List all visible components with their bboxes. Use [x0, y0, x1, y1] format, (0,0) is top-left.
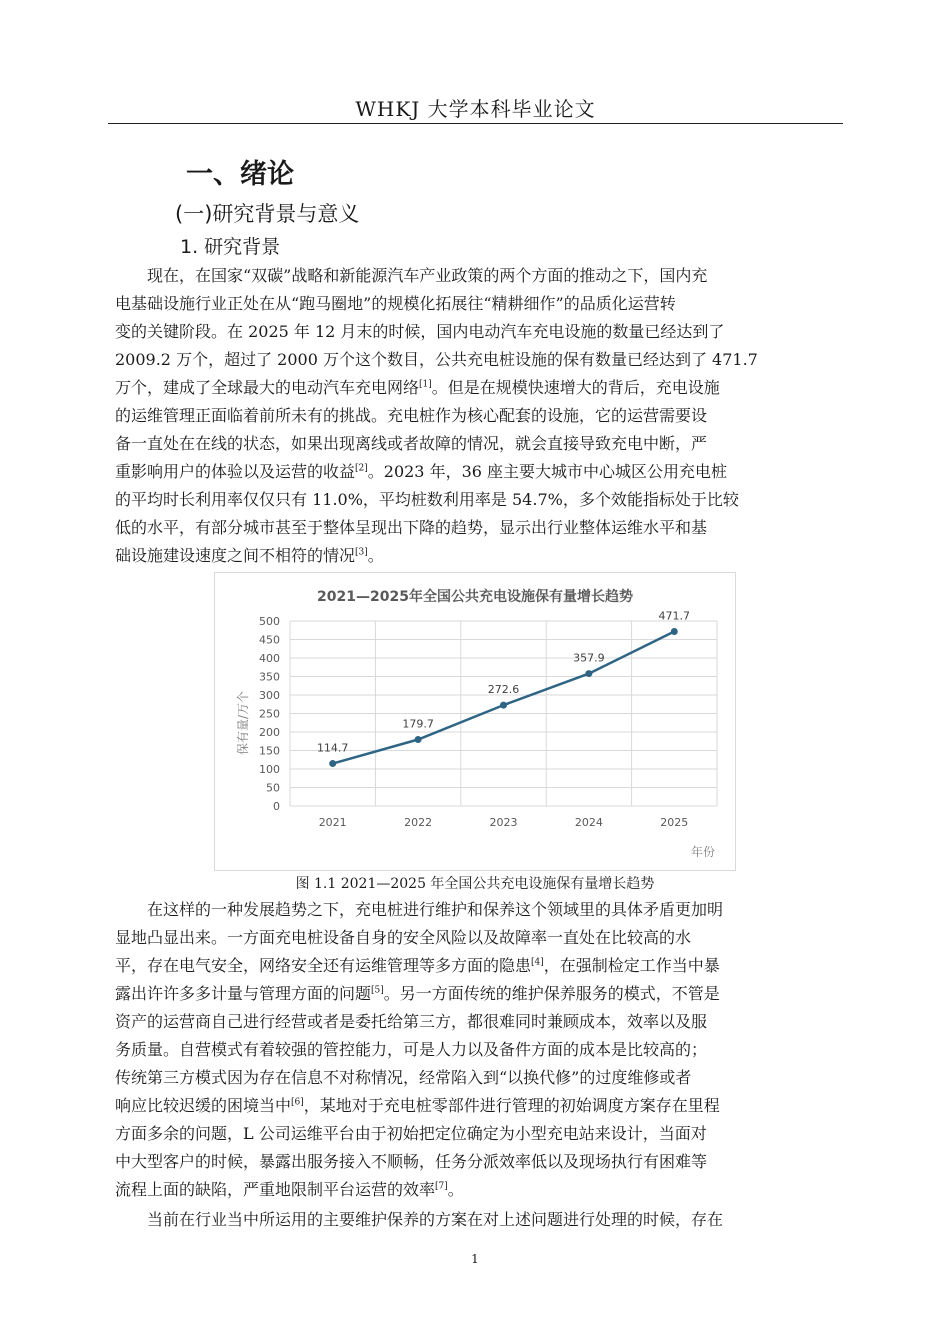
text-line — [115, 1092, 837, 1120]
text-line — [115, 402, 837, 430]
text-line — [115, 486, 837, 514]
text-line — [115, 1176, 837, 1204]
text-line — [115, 458, 837, 486]
line-text-tail: 。2023 年，36 座主要大城市中心城区公用充电桩 — [367, 462, 728, 481]
y-tick-label: 50 — [266, 781, 280, 795]
line-text: 显地凸显出来。一方面充电桩设备自身的安全风险以及故障率一直处在比较高的水 — [115, 928, 692, 947]
figure-caption: 图 1.1 2021—2025 年全国公共充电设施保有量增长趋势 — [295, 876, 655, 892]
header-divider — [108, 123, 843, 124]
chart-title: 2021—2025年全国公共充电设施保有量增长趋势 — [317, 589, 633, 605]
data-point — [500, 702, 507, 709]
data-label: 357.9 — [573, 651, 605, 665]
body-paragraph — [115, 262, 837, 570]
line-text: 流程上面的缺陷，严重地限制平台运营的效率 — [115, 1180, 436, 1199]
y-axis-label: 保有量/万个 — [236, 690, 250, 756]
text-line — [115, 924, 837, 952]
chart-figure — [214, 572, 736, 871]
text-line — [115, 1008, 837, 1036]
line-text-tail: 。另一方面传统的维护保养服务的模式，不管是 — [383, 984, 720, 1003]
line-text: 重影响用户的体验以及运营的收益 — [115, 462, 356, 481]
y-tick-label: 400 — [259, 652, 280, 665]
text-line — [115, 318, 837, 346]
y-tick-label: 500 — [259, 615, 280, 628]
x-axis-label: 年份 — [690, 845, 715, 859]
line-text: 响应比较迟缓的困境当中 — [115, 1096, 292, 1115]
y-tick-label: 100 — [259, 763, 280, 776]
text-line — [115, 542, 837, 570]
body-paragraph — [115, 896, 837, 1204]
text-line — [115, 514, 837, 542]
text-line — [115, 1064, 837, 1092]
x-tick-label: 2022 — [404, 816, 433, 829]
line-text-tail: ，在强制检定工作当中暴 — [543, 956, 720, 975]
text-line — [115, 374, 837, 402]
line-text: 传统第三方模式因为存在信息不对称情况，经常陷入到“以换代修”的过度维修或者 — [115, 1068, 692, 1087]
citation-ref: [5] — [371, 985, 384, 996]
y-tick-label: 0 — [273, 800, 280, 813]
citation-ref: [6] — [291, 1097, 304, 1108]
line-text-tail: 。但是在规模快速增大的背后，充电设施 — [431, 378, 720, 397]
line-text: 础设施建设速度之间不相符的情况 — [115, 546, 356, 565]
y-tick-label: 200 — [259, 726, 280, 739]
data-label: 179.7 — [402, 717, 434, 731]
line-text: 当前在行业当中所运用的主要维护保养的方案在对上述问题进行处理的时候，存在 — [147, 1210, 724, 1229]
text-line — [115, 980, 837, 1008]
subsection-heading: 1. 研究背景 — [180, 236, 281, 258]
data-point — [415, 736, 422, 743]
line-chart — [215, 573, 735, 870]
line-text: 中大型客户的时候，暴露出服务接入不顺畅，任务分派效率低以及现场执行有困难等 — [115, 1152, 708, 1171]
text-line — [115, 290, 837, 318]
chapter-heading: 一、绪论 — [186, 159, 294, 190]
line-text: 务质量。自营模式有着较强的管控能力，可是人力以及备件方面的成本是比较高的； — [115, 1040, 708, 1059]
line-text-tail: 。 — [367, 546, 384, 565]
line-text: 的运维管理正面临着前所未有的挑战。充电桩作为核心配套的设施，它的运营需要设 — [115, 406, 708, 425]
y-tick-label: 350 — [259, 670, 280, 684]
line-text-tail: 。 — [447, 1180, 464, 1199]
line-text: 平，存在电气安全，网络安全还有运维管理等多方面的隐患 — [115, 956, 532, 975]
line-text: 变的关键阶段。在 2025 年 12 月末的时候，国内电动汽车充电设施的数量已经达到了 — [115, 322, 725, 341]
text-line — [115, 346, 837, 374]
body-paragraph — [115, 1206, 837, 1234]
data-point — [585, 670, 592, 677]
series-line — [333, 631, 675, 763]
line-text: 现在，在国家“双碳”战略和新能源汽车产业政策的两个方面的推动之下，国内充 — [147, 266, 708, 285]
line-text: 万个，建成了全球最大的电动汽车充电网络 — [115, 378, 420, 397]
line-text: 在这样的一种发展趋势之下，充电桩进行维护和保养这个领域里的具体矛盾更加明 — [147, 900, 724, 919]
text-line — [115, 262, 837, 290]
data-label: 114.7 — [316, 741, 349, 755]
section-heading: (一)研究背景与意义 — [175, 202, 360, 226]
x-tick-label: 2023 — [489, 816, 518, 829]
line-text: 资产的运营商自己进行经营或者是委托给第三方，都很难同时兼顾成本，效率以及服 — [115, 1012, 708, 1031]
text-line — [115, 1206, 837, 1234]
text-line — [115, 896, 837, 924]
data-point — [329, 760, 336, 767]
text-line — [115, 1120, 837, 1148]
text-line — [115, 430, 837, 458]
line-text: 的平均时长利用率仅仅只有 11.0%，平均桩数利用率是 54.7%，多个效能指标处于比较 — [115, 490, 739, 509]
text-line — [115, 952, 837, 980]
line-text: 2009.2 万个，超过了 2000 万个这个数目，公共充电桩设施的保有数量已经达到了 471.7 — [115, 350, 758, 369]
line-text: 低的水平，有部分城市甚至于整体呈现出下降的趋势，显示出行业整体运维水平和基 — [115, 518, 708, 537]
x-tick-label: 2025 — [660, 816, 689, 829]
page-header: WHKJ 大学本科毕业论文 — [355, 97, 596, 121]
x-tick-label: 2024 — [574, 816, 603, 829]
line-text-tail: ，某地对于充电桩零部件进行管理的初始调度方案存在里程 — [303, 1096, 720, 1115]
line-text: 备一直处在在线的状态，如果出现离线或者故障的情况，就会直接导致充电中断，严 — [115, 434, 708, 453]
text-line — [115, 1148, 837, 1176]
citation-ref: [4] — [531, 957, 544, 968]
line-text: 方面多余的问题，L 公司运维平台由于初始把定位确定为小型充电站来设计，当面对 — [115, 1124, 707, 1143]
y-tick-label: 450 — [259, 633, 280, 647]
data-point — [671, 628, 678, 635]
data-label: 471.7 — [658, 609, 691, 623]
y-tick-label: 250 — [259, 707, 280, 721]
text-line — [115, 1036, 837, 1064]
y-tick-label: 150 — [259, 744, 280, 758]
citation-ref: [7] — [435, 1181, 448, 1192]
data-label: 272.6 — [487, 683, 520, 697]
page-number: 1 — [471, 1252, 479, 1266]
y-tick-label: 300 — [259, 689, 280, 702]
x-tick-label: 2021 — [318, 816, 347, 829]
citation-ref: [3] — [355, 547, 368, 558]
citation-ref: [1] — [419, 379, 432, 390]
line-text: 电基础设施行业正处在从“跑马圈地”的规模化拓展往“精耕细作”的品质化运营转 — [115, 294, 676, 313]
citation-ref: [2] — [355, 463, 368, 474]
line-text: 露出许许多多计量与管理方面的问题 — [115, 984, 372, 1003]
